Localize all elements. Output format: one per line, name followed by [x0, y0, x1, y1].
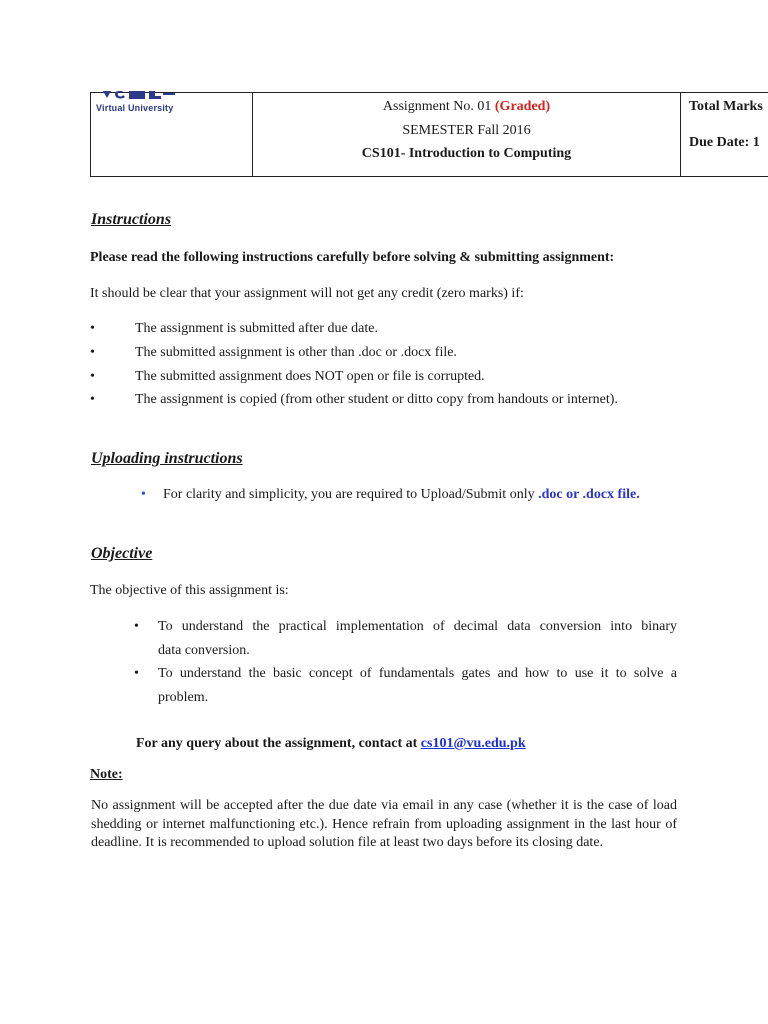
objective-item-1-line-2: data conversion. — [158, 643, 250, 658]
marks-cell — [681, 93, 768, 176]
instructions-heading: Instructions — [91, 211, 172, 228]
logo-cell — [91, 93, 253, 176]
bullet-icon: • — [90, 392, 95, 407]
list-item-text: The assignment is copied (from other student or ditto copy from handouts or internet). — [135, 392, 618, 407]
note-heading: Note: — [90, 767, 123, 782]
upload-instruction-text — [163, 487, 640, 503]
contact-text: For any query about the assignment, contact at — [136, 736, 418, 751]
logo-text: Virtual University — [96, 103, 174, 113]
contact-line — [136, 736, 526, 752]
credit-condition-line: It should be clear that your assignment will not get any credit (zero marks) if: — [90, 286, 524, 301]
assignment-number: Assignment No. 01 — [382, 99, 492, 114]
bullet-icon: • — [90, 321, 95, 336]
assignment-title — [253, 99, 680, 115]
objective-heading: Objective — [91, 545, 153, 562]
list-item-text: The submitted assignment is other than .doc or .docx file. — [135, 345, 457, 360]
course-title: CS101- Introduction to Computing — [361, 146, 572, 161]
objective-item-2-line-2: problem. — [158, 690, 209, 705]
instructions-intro: Please read the following instructions carefully before solving & submitting assignment: — [90, 250, 615, 265]
objective-item-1-line-1: To understand the practical implementation of decimal data conversion into binary — [158, 619, 677, 634]
total-marks-label: Total Marks — [689, 99, 763, 114]
bullet-icon: • — [90, 369, 95, 384]
bullet-icon: • — [90, 345, 95, 360]
objective-intro: The objective of this assignment is: — [90, 583, 289, 598]
contact-email-link[interactable]: cs101@vu.edu.pk — [420, 736, 526, 751]
bullet-icon: • — [134, 666, 139, 681]
virtual-university-logo-icon — [95, 91, 181, 100]
graded-label: (Graded) — [494, 99, 551, 114]
bullet-icon: • — [134, 619, 139, 634]
file-type-highlight: .doc or .docx file. — [538, 487, 640, 502]
assignment-header-table — [90, 92, 768, 177]
objective-item-2-line-1: To understand the basic concept of fundamentals gates and how to use it to solve a — [158, 666, 677, 681]
list-item-text: The assignment is submitted after due date. — [135, 321, 378, 336]
bullet-icon: • — [141, 487, 146, 502]
note-paragraph: No assignment will be accepted after the due date via email in any case (whether it is the case of load shedding or internet malfunctioning etc.). Hence refrain from uploading assignment in the last hour of deadline. It is recommended to upload solution file at least two days before its closing date. — [91, 798, 677, 850]
list-item-text: The submitted assignment does NOT open or file is corrupted. — [135, 369, 485, 384]
due-date-label: Due Date: 1 — [689, 135, 760, 150]
upload-instruction-body: For clarity and simplicity, you are required to Upload/Submit only — [163, 487, 535, 502]
uploading-heading: Uploading instructions — [91, 450, 243, 467]
semester-label: SEMESTER Fall 2016 — [402, 123, 531, 138]
title-cell — [253, 93, 681, 176]
